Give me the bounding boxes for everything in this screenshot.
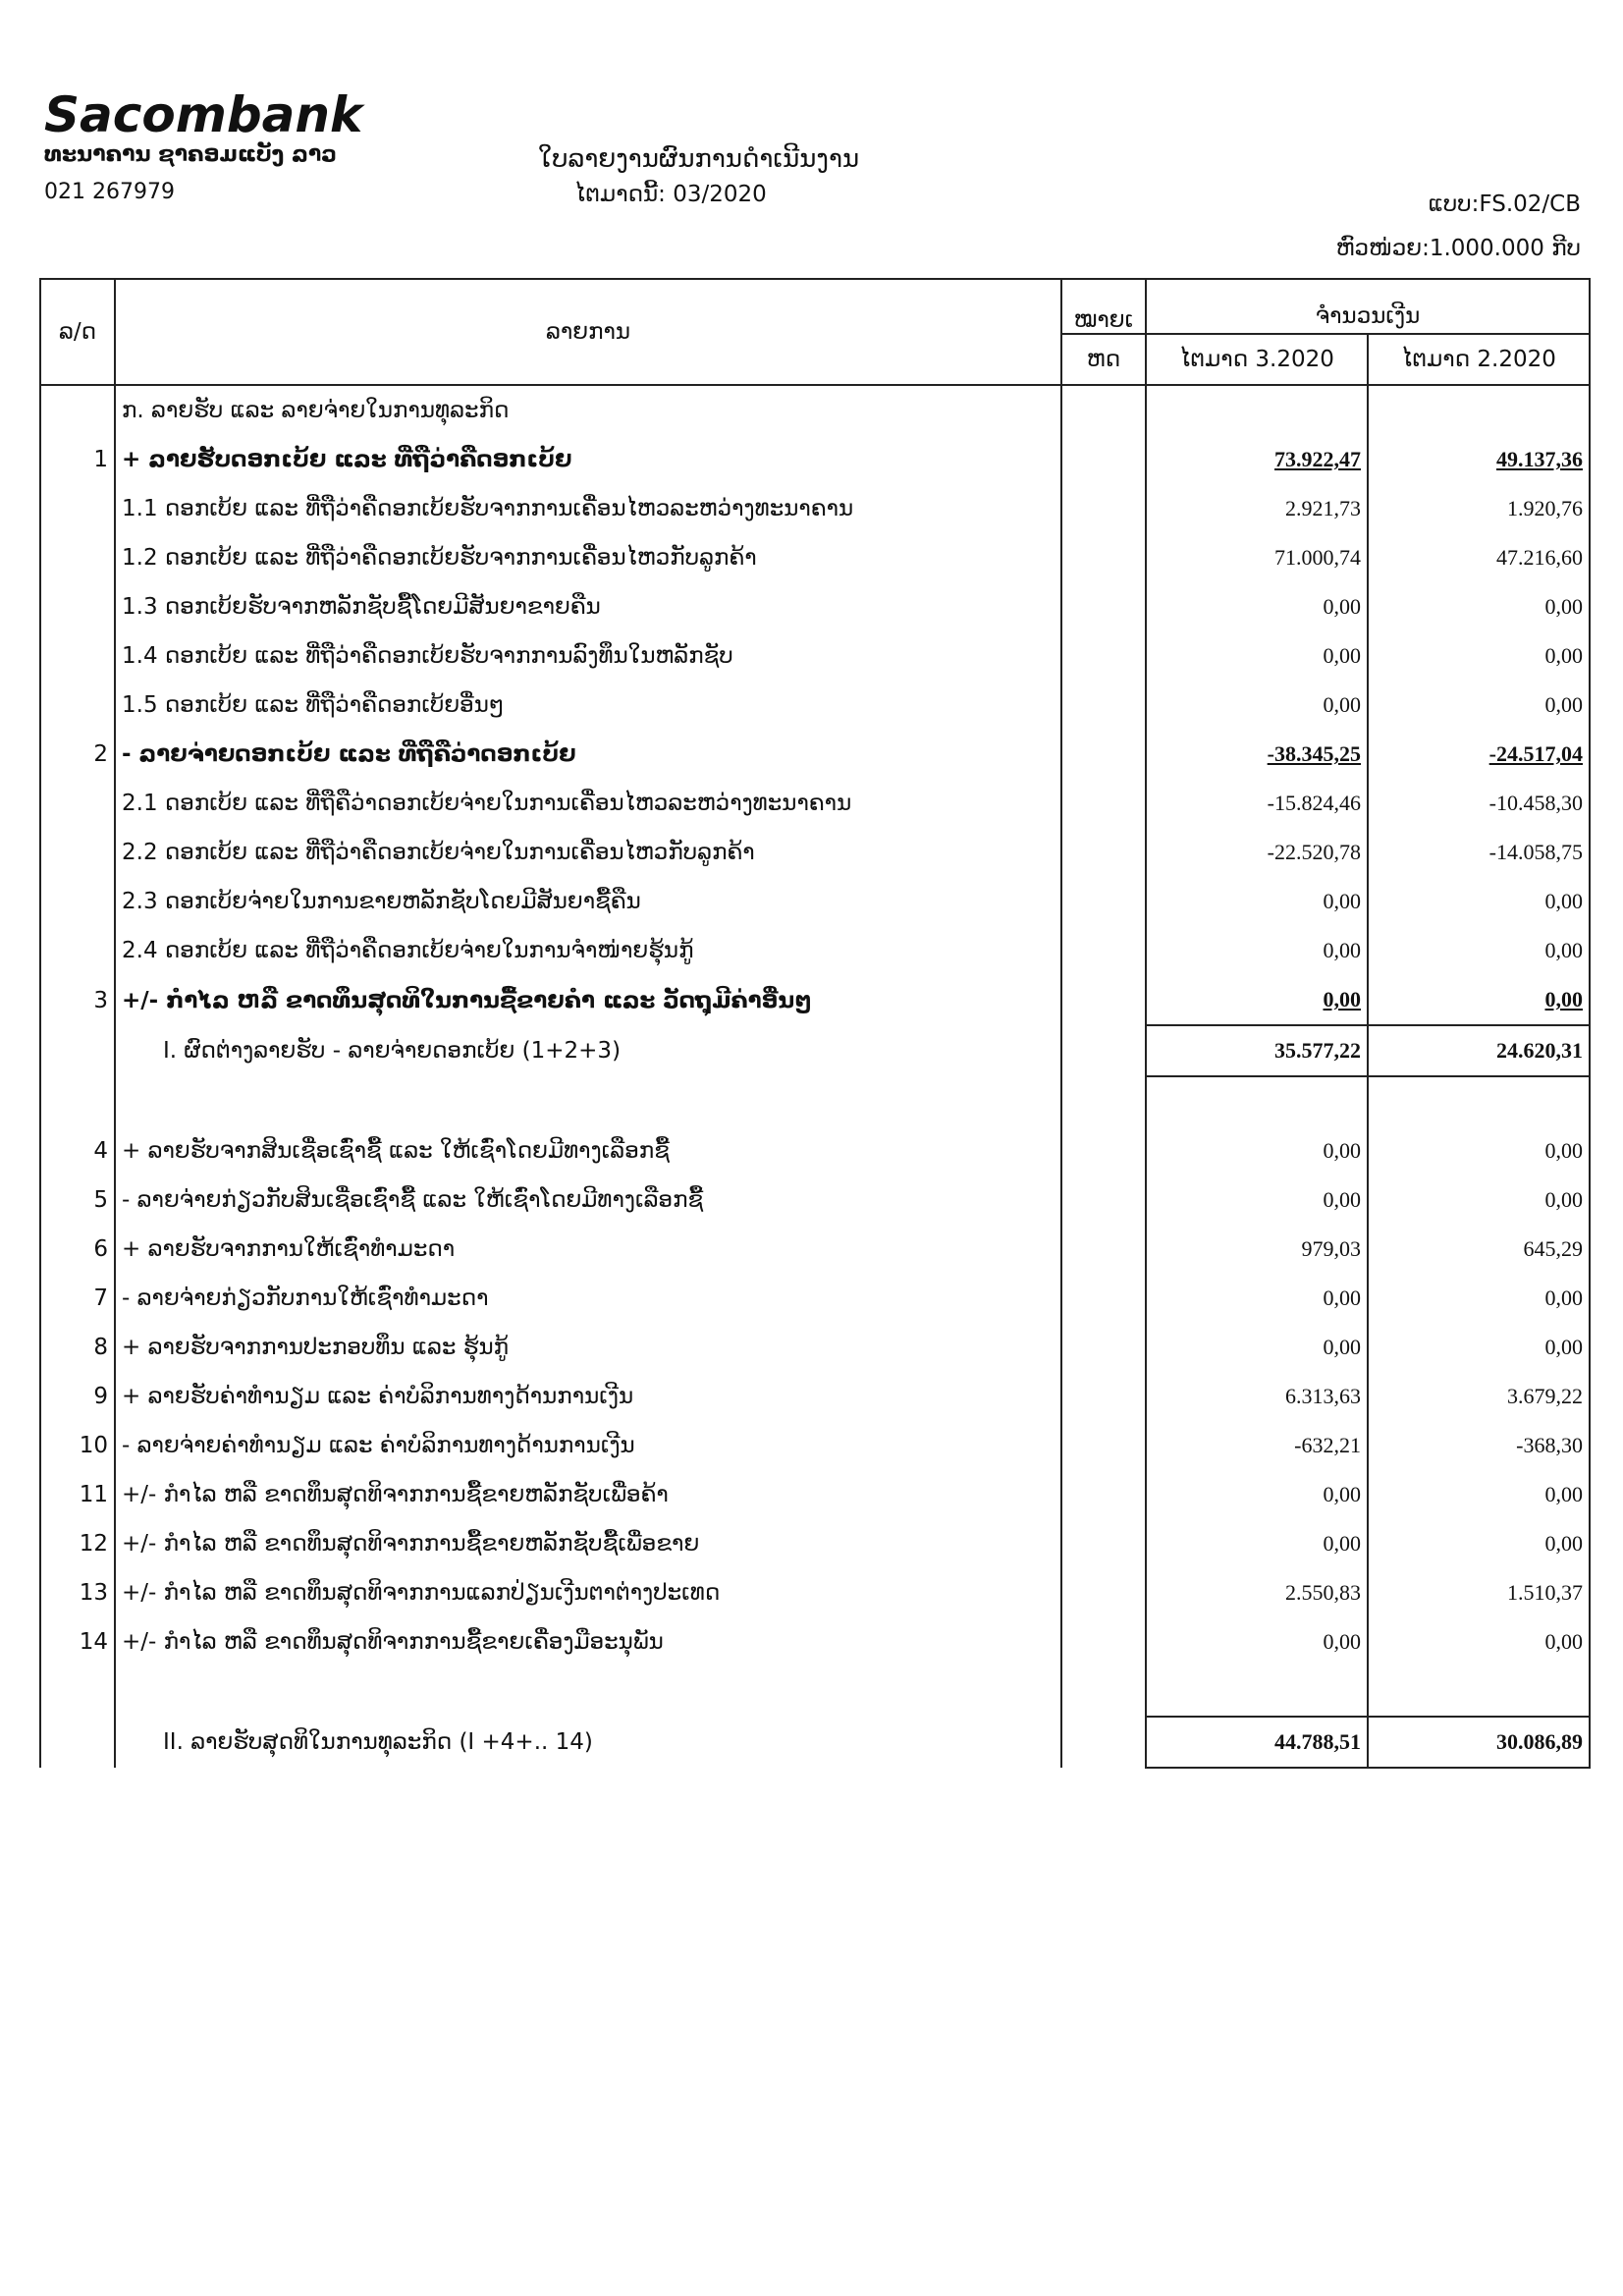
table-row	[40, 1519, 1590, 1568]
table-row	[40, 631, 1590, 681]
row-note	[1061, 1421, 1146, 1470]
row-value-q2: 0,00	[1368, 1617, 1590, 1667]
table-row	[40, 484, 1590, 533]
table-row	[40, 1126, 1590, 1175]
total-value-q2: 30.086,89	[1368, 1717, 1590, 1768]
table-row	[40, 828, 1590, 877]
row-note	[1061, 1126, 1146, 1175]
total-description: II. ລາຍຮັບສຸດທິໃນການທຸລະກິດ (I +4+.. 14)	[115, 1717, 1061, 1768]
row-description: 1.2 ດອກເບ້ຍ ແລະ ທີ່ຖືວ່າຄືດອກເບ້ຍຮັບຈາກການເຄື່ອນໄຫວກັບລູກຄ້າ	[115, 533, 1061, 582]
row-value-q3: -38.345,25	[1146, 730, 1368, 779]
row-number	[40, 582, 115, 631]
row-number	[40, 779, 115, 828]
table-row	[40, 877, 1590, 926]
row-value-q2: 0,00	[1368, 1126, 1590, 1175]
row-value-q3: 0,00	[1146, 1470, 1368, 1519]
row-number: 7	[40, 1274, 115, 1323]
table-row	[40, 975, 1590, 1025]
row-number: 9	[40, 1372, 115, 1421]
row-value-q3: 0,00	[1146, 681, 1368, 730]
table-row	[40, 582, 1590, 631]
row-value-q3: 0,00	[1146, 1274, 1368, 1323]
row-number: 12	[40, 1519, 115, 1568]
row-description: 2.3 ດອກເບ້ຍຈ່າຍໃນການຂາຍຫລັກຊັບໂດຍມີສັນຍາຊື້ຄືນ	[115, 877, 1061, 926]
table-row	[40, 1421, 1590, 1470]
row-note	[1061, 1470, 1146, 1519]
col-header-description: ລາຍການ	[115, 279, 1061, 385]
row-value-q2: 0,00	[1368, 582, 1590, 631]
table-row	[40, 1372, 1590, 1421]
spacer-row	[40, 1076, 1590, 1126]
col-header-note-2: ຫດ	[1061, 334, 1146, 385]
col-header-note: ໝາຍເ	[1061, 279, 1146, 334]
unit-label: ຫົວໜ່ວຍ:1.000.000 ກີບ	[1335, 236, 1581, 261]
row-value-q2: -368,30	[1368, 1421, 1590, 1470]
row-description: - ລາຍຈ່າຍດອກເບ້ຍ ແລະ ທີ່ຖືຄືວ່າດອກເບ້ຍ	[115, 730, 1061, 779]
row-note	[1061, 1372, 1146, 1421]
row-note	[1061, 877, 1146, 926]
row-value-q3: 0,00	[1146, 877, 1368, 926]
row-value-q2: 3.679,22	[1368, 1372, 1590, 1421]
total-row-2	[40, 1717, 1590, 1768]
total-cell	[1061, 1717, 1146, 1768]
row-value-q2: 0,00	[1368, 631, 1590, 681]
bank-name-lao: ທະນາຄານ ຊາຄອມແບັງ ລາວ	[44, 142, 337, 167]
form-code: ແບບ:FS.02/CB	[1428, 191, 1581, 217]
col-header-q3: ໄຕມາດ 3.2020	[1146, 334, 1368, 385]
row-note	[1061, 1225, 1146, 1274]
row-note	[1061, 1274, 1146, 1323]
section-row	[40, 385, 1590, 435]
row-note	[1061, 1519, 1146, 1568]
row-note	[1061, 533, 1146, 582]
row-description: 1.5 ດອກເບ້ຍ ແລະ ທີ່ຖືວ່າຄືດອກເບ້ຍອື່ນໆ	[115, 681, 1061, 730]
row-note	[1061, 975, 1146, 1025]
total-description: I. ຜົດຕ່າງລາຍຮັບ - ລາຍຈ່າຍດອກເບ້ຍ (1+2+3)	[115, 1025, 1061, 1076]
col-header-amount: ຈຳນວນເງີນ	[1146, 279, 1590, 334]
row-value-q2: 0,00	[1368, 1519, 1590, 1568]
row-value-q3: -22.520,78	[1146, 828, 1368, 877]
section-label: ກ. ລາຍຮັບ ແລະ ລາຍຈ່າຍໃນການທຸລະກິດ	[115, 385, 1061, 435]
table-row	[40, 1617, 1590, 1667]
row-description: - ລາຍຈ່າຍກ່ຽວກັບການໃຫ້ເຊົ່າທຳມະດາ	[115, 1274, 1061, 1323]
total-value-q3: 44.788,51	[1146, 1717, 1368, 1768]
row-description: +/- ກຳໄລ ຫລື ຂາດທຶນສຸດທິຈາກການຊື້ຂາຍຫລັກຊັບເພື່ອຄ້າ	[115, 1470, 1061, 1519]
row-number	[40, 484, 115, 533]
row-value-q2: 0,00	[1368, 926, 1590, 975]
row-number: 3	[40, 975, 115, 1025]
row-description: 1.1 ດອກເບ້ຍ ແລະ ທີ່ຖືວ່າຄືດອກເບ້ຍຮັບຈາກການເຄື່ອນໄຫວລະຫວ່າງທະນາຄານ	[115, 484, 1061, 533]
table-row	[40, 1175, 1590, 1225]
table-row	[40, 730, 1590, 779]
row-value-q3: 0,00	[1146, 1519, 1368, 1568]
row-value-q2: 0,00	[1368, 1470, 1590, 1519]
row-number: 10	[40, 1421, 115, 1470]
total-cell	[1061, 1025, 1146, 1076]
row-value-q3: 73.922,47	[1146, 435, 1368, 484]
col-header-no: ລ/ດ	[40, 279, 115, 385]
row-value-q3: 979,03	[1146, 1225, 1368, 1274]
table-row	[40, 681, 1590, 730]
row-note	[1061, 1323, 1146, 1372]
row-description: 2.1 ດອກເບ້ຍ ແລະ ທີ່ຖືຄືວ່າດອກເບ້ຍຈ່າຍໃນການເຄື່ອນໄຫວລະຫວ່າງທະນາຄານ	[115, 779, 1061, 828]
row-value-q2: 1.920,76	[1368, 484, 1590, 533]
row-value-q2: -10.458,30	[1368, 779, 1590, 828]
row-value-q3: 0,00	[1146, 1323, 1368, 1372]
col-header-q2: ໄຕມາດ 2.2020	[1368, 334, 1590, 385]
row-description: - ລາຍຈ່າຍກ່ຽວກັບສິນເຊື່ອເຊົ່າຊື້ ແລະ ໃຫ້ເຊົ່າໂດຍມີທາງເລືອກຊື້	[115, 1175, 1061, 1225]
table-row	[40, 533, 1590, 582]
phone-number: 021 267979	[44, 180, 175, 204]
row-note	[1061, 582, 1146, 631]
row-note	[1061, 631, 1146, 681]
report-title: ໃບລາຍງານຜົນການດຳເນີນງານ	[538, 144, 860, 174]
row-value-q2: 645,29	[1368, 1225, 1590, 1274]
row-value-q2: 49.137,36	[1368, 435, 1590, 484]
row-value-q3: 0,00	[1146, 1126, 1368, 1175]
row-number: 8	[40, 1323, 115, 1372]
row-note	[1061, 484, 1146, 533]
row-value-q2: 1.510,37	[1368, 1568, 1590, 1617]
row-number: 4	[40, 1126, 115, 1175]
row-value-q3: 0,00	[1146, 975, 1368, 1025]
row-description: +/- ກຳໄລ ຫລື ຂາດທຶນສຸດທິຈາກການຊື້ຂາຍຫລັກຊັບຊື້ເພື່ອຂາຍ	[115, 1519, 1061, 1568]
total-value-q3: 35.577,22	[1146, 1025, 1368, 1076]
row-note	[1061, 779, 1146, 828]
row-number	[40, 681, 115, 730]
row-note	[1061, 1175, 1146, 1225]
row-note	[1061, 1617, 1146, 1667]
row-description: +/- ກຳໄລ ຫລື ຂາດທຶນສຸດທິຈາກການແລກປ່ຽນເງີນຕາຕ່າງປະເທດ	[115, 1568, 1061, 1617]
row-value-q2: -24.517,04	[1368, 730, 1590, 779]
row-value-q3: 0,00	[1146, 1175, 1368, 1225]
row-description: +/- ກຳໄລ ຫລື ຂາດທຶນສຸດທິໃນການຊື້ຂາຍຄຳ ແລະ ວັດຖຸມີຄ່າອື່ນໆ	[115, 975, 1061, 1025]
table-row	[40, 1225, 1590, 1274]
table-row	[40, 779, 1590, 828]
row-description: 2.2 ດອກເບ້ຍ ແລະ ທີ່ຖືວ່າຄືດອກເບ້ຍຈ່າຍໃນການເຄື່ອນໄຫວກັບລູກຄ້າ	[115, 828, 1061, 877]
row-number: 5	[40, 1175, 115, 1225]
total-row-1	[40, 1025, 1590, 1076]
row-description: - ລາຍຈ່າຍຄ່າທຳນຽມ ແລະ ຄ່າບໍລິການທາງດ້ານການເງີນ	[115, 1421, 1061, 1470]
row-number	[40, 877, 115, 926]
total-cell	[40, 1025, 115, 1076]
row-description: + ລາຍຮັບຈາກການໃຫ້ເຊົ່າທຳມະດາ	[115, 1225, 1061, 1274]
row-value-q3: -15.824,46	[1146, 779, 1368, 828]
table-row	[40, 926, 1590, 975]
financial-statement-table	[39, 278, 1591, 1769]
report-period: ໄຕມາດນີ້: 03/2020	[574, 182, 767, 207]
row-value-q3: 71.000,74	[1146, 533, 1368, 582]
table-row	[40, 435, 1590, 484]
row-value-q3: 0,00	[1146, 582, 1368, 631]
row-description: 1.3 ດອກເບ້ຍຮັບຈາກຫລັກຊັບຊື້ໂດຍມີສັນຍາຂາຍຄືນ	[115, 582, 1061, 631]
row-value-q2: -14.058,75	[1368, 828, 1590, 877]
row-value-q3: 2.550,83	[1146, 1568, 1368, 1617]
row-description: + ລາຍຮັບຈາກສິນເຊື່ອເຊົ່າຊື້ ແລະ ໃຫ້ເຊົ່າໂດຍມີທາງເລືອກຊື້	[115, 1126, 1061, 1175]
row-description: + ລາຍຮັບຈາກການປະກອບທຶນ ແລະ ຮຸ້ນກູ້	[115, 1323, 1061, 1372]
row-value-q2: 0,00	[1368, 975, 1590, 1025]
row-number: 1	[40, 435, 115, 484]
row-value-q2: 47.216,60	[1368, 533, 1590, 582]
row-note	[1061, 435, 1146, 484]
total-cell	[40, 1717, 115, 1768]
row-value-q3: 0,00	[1146, 926, 1368, 975]
row-description: + ລາຍຮັບຄ່າທຳນຽມ ແລະ ຄ່າບໍລິການທາງດ້ານການເງີນ	[115, 1372, 1061, 1421]
row-value-q2: 0,00	[1368, 1175, 1590, 1225]
row-value-q3: -632,21	[1146, 1421, 1368, 1470]
table-row	[40, 1274, 1590, 1323]
row-value-q3: 0,00	[1146, 1617, 1368, 1667]
sacombank-logo: Sacombank	[44, 86, 363, 143]
table-row	[40, 1323, 1590, 1372]
row-number: 13	[40, 1568, 115, 1617]
row-description: 2.4 ດອກເບ້ຍ ແລະ ທີ່ຖືວ່າຄືດອກເບ້ຍຈ່າຍໃນການຈຳໜ່າຍຮຸ້ນກູ້	[115, 926, 1061, 975]
row-value-q2: 0,00	[1368, 877, 1590, 926]
row-value-q2: 0,00	[1368, 1274, 1590, 1323]
row-number	[40, 926, 115, 975]
table-row	[40, 1568, 1590, 1617]
row-number: 11	[40, 1470, 115, 1519]
row-note	[1061, 681, 1146, 730]
row-description: + ລາຍຮັບດອກເບ້ຍ ແລະ ທີ່ຖືວ່າຄືດອກເບ້ຍ	[115, 435, 1061, 484]
row-number	[40, 533, 115, 582]
row-note	[1061, 730, 1146, 779]
table-row	[40, 1470, 1590, 1519]
row-value-q3: 6.313,63	[1146, 1372, 1368, 1421]
row-note	[1061, 828, 1146, 877]
row-number: 14	[40, 1617, 115, 1667]
row-number	[40, 828, 115, 877]
row-note	[1061, 1568, 1146, 1617]
row-note	[1061, 926, 1146, 975]
row-description: 1.4 ດອກເບ້ຍ ແລະ ທີ່ຖືວ່າຄືດອກເບ້ຍຮັບຈາກການລົງທຶນໃນຫລັກຊັບ	[115, 631, 1061, 681]
total-value-q2: 24.620,31	[1368, 1025, 1590, 1076]
spacer-row	[40, 1667, 1590, 1717]
row-value-q2: 0,00	[1368, 681, 1590, 730]
row-value-q2: 0,00	[1368, 1323, 1590, 1372]
row-number: 6	[40, 1225, 115, 1274]
row-value-q3: 0,00	[1146, 631, 1368, 681]
row-number: 2	[40, 730, 115, 779]
row-value-q3: 2.921,73	[1146, 484, 1368, 533]
row-description: +/- ກຳໄລ ຫລື ຂາດທຶນສຸດທິຈາກການຊື້ຂາຍເຄື່ອງມືອະນຸພັນ	[115, 1617, 1061, 1667]
row-number	[40, 631, 115, 681]
